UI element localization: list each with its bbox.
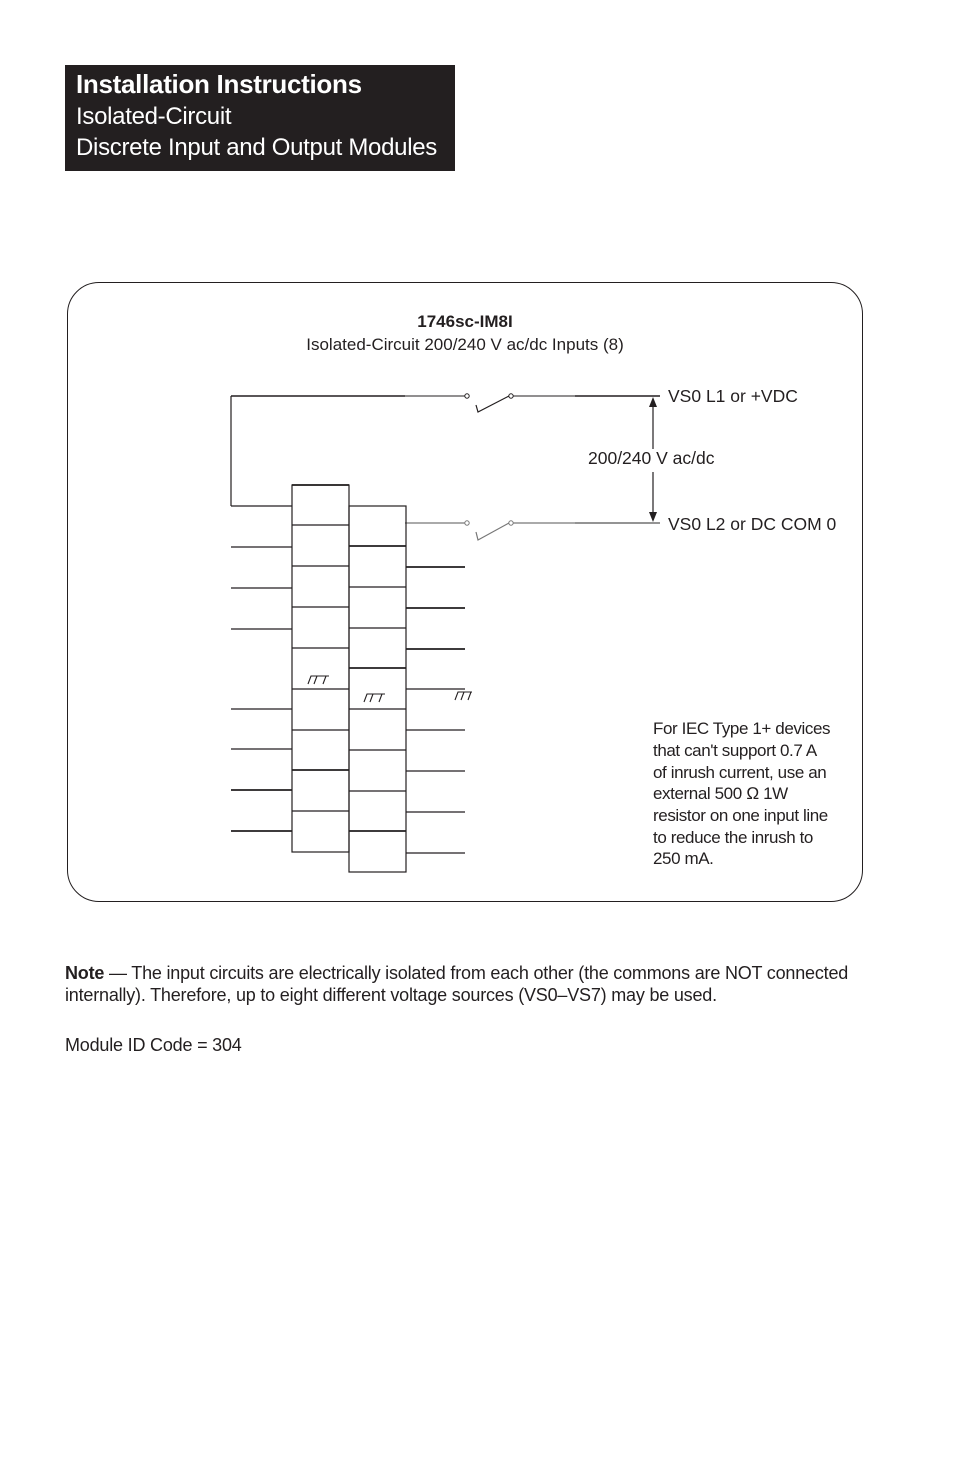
iec-note-line: external 500 Ω 1W [653, 784, 788, 803]
iec-note [653, 719, 830, 868]
iec-note-line: resistor on one input line [653, 806, 828, 825]
iec-note-line: For IEC Type 1+ devices [653, 719, 831, 738]
note-label: Note [65, 963, 105, 983]
terminal-block-left [292, 485, 349, 852]
vs0-l1-label: VS0 L1 or +VDC [668, 386, 798, 406]
document-subtitle-line1: Isolated-Circuit [76, 103, 232, 130]
iec-note-line: of inrush current, use an [653, 763, 827, 782]
module-name-label: 1746sc-IM8I [417, 312, 513, 331]
switch-icon [465, 394, 513, 412]
chassis-ground-icon [308, 676, 329, 684]
iec-note-line: 250 mA. [653, 849, 714, 868]
chassis-ground-icon [364, 694, 385, 702]
terminal-block-right [349, 506, 406, 872]
common-wires-right [406, 567, 465, 853]
document-subtitle-line2: Discrete Input and Output Modules [76, 134, 437, 161]
isolation-note [65, 962, 895, 1006]
note-text: — The input circuits are electrically isolated from each other (the commons are NOT connected internally). Therefore, up to eight different voltage sources (VS0–VS7) may be used. [65, 963, 849, 1005]
input-wires-left [231, 547, 292, 831]
switch-icon [465, 521, 513, 540]
module-id-code: Module ID Code = 304 [65, 1035, 242, 1055]
voltage-label: 200/240 V ac/dc [588, 448, 715, 468]
chassis-ground-icon [455, 692, 472, 700]
document-title: Installation Instructions [76, 69, 362, 99]
iec-note-line: that can't support 0.7 A [653, 741, 817, 760]
vs0-l2-label: VS0 L2 or DC COM 0 [668, 514, 837, 534]
iec-note-line: to reduce the inrush to [653, 828, 813, 847]
module-description-label: Isolated-Circuit 200/240 V ac/dc Inputs (8) [306, 335, 624, 354]
